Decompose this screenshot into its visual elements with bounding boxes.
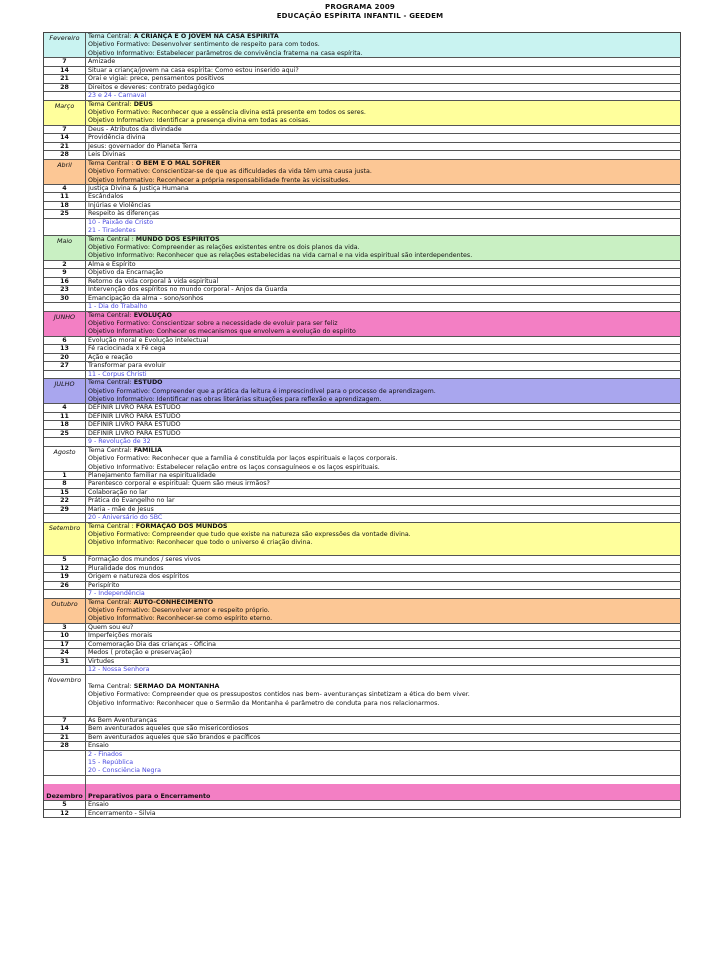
lesson-topic: Emancipação da alma - sono/sonhos bbox=[86, 295, 681, 302]
lesson-topic: Transformar para evoluir bbox=[86, 362, 681, 369]
tema-label: Tema Central: bbox=[88, 33, 134, 40]
lesson-row bbox=[44, 134, 681, 142]
lesson-topic: Pluralidade dos mundos bbox=[86, 565, 681, 572]
lesson-row bbox=[44, 202, 681, 210]
holiday-row bbox=[44, 759, 681, 767]
holiday-day-cell bbox=[44, 666, 86, 673]
lesson-topic: Ensaio bbox=[86, 742, 681, 749]
blank-cell bbox=[86, 776, 681, 784]
month-header-block bbox=[44, 379, 681, 404]
lesson-day: 9 bbox=[44, 269, 86, 276]
lesson-topic: Maria - mãe de Jesus bbox=[86, 506, 681, 513]
objetivo-formativo: Objetivo Formativo: Reconhecer que a essência divina está presente em todos os seres. bbox=[88, 108, 366, 116]
lesson-row bbox=[44, 658, 681, 666]
holiday-text: 10 - Paixão de Cristo bbox=[86, 219, 681, 227]
tema-title: O BEM E O MAL SOFRER bbox=[135, 159, 221, 167]
lesson-row bbox=[44, 582, 681, 590]
lesson-topic: Jesus: governador do Planeta Terra bbox=[86, 143, 681, 150]
objetivo-formativo: Objetivo Formativo: Compreender as relações existentes entre os dois planos da vida. bbox=[88, 244, 360, 252]
tema-label: Tema Central : bbox=[88, 522, 136, 530]
lesson-topic: Comemoração Dia das crianças - Oficina bbox=[86, 641, 681, 648]
tema-label: Tema Central: bbox=[88, 379, 134, 387]
tema-central bbox=[88, 312, 680, 320]
document-titles bbox=[0, 3, 720, 21]
tema-central bbox=[88, 683, 680, 691]
tema-title: SERMÃO DA MONTANHA bbox=[133, 682, 220, 690]
month-header-block bbox=[44, 523, 681, 557]
lesson-topic: Retorno da vida corporal à vida espiritual bbox=[86, 278, 681, 285]
lesson-day: 15 bbox=[44, 489, 86, 496]
program-subtitle: EDUCAÇÃO ESPÍRITA INFANTIL - GEEDEM bbox=[276, 12, 444, 20]
month-header-block bbox=[44, 236, 681, 261]
lesson-row bbox=[44, 480, 681, 488]
lesson-day: 29 bbox=[44, 506, 86, 513]
month-theme-cell bbox=[86, 160, 681, 184]
lesson-day: 1 bbox=[44, 472, 86, 479]
lesson-row bbox=[44, 126, 681, 134]
month-header-block bbox=[44, 33, 681, 58]
blank-cell bbox=[44, 776, 86, 784]
lesson-row bbox=[44, 506, 681, 514]
month-name: Abril bbox=[44, 160, 86, 184]
tema-central bbox=[88, 101, 680, 109]
tema-central bbox=[88, 447, 680, 455]
tema-title-text: Preparativos para o Encerramento bbox=[88, 792, 211, 800]
lesson-day: 25 bbox=[44, 430, 86, 437]
objetivo-informativo: Objetivo Informativo: Reconhecer que as relações estabelecidas na vida carnal e na vida espiritual são interdependentes. bbox=[88, 252, 473, 260]
lesson-topic: Origem e natureza dos espíritos bbox=[86, 573, 681, 580]
lesson-day: 27 bbox=[44, 362, 86, 369]
month-header-block bbox=[44, 675, 681, 717]
lesson-day: 6 bbox=[44, 337, 86, 344]
tema-title bbox=[88, 793, 680, 800]
lesson-topic: Alma e Espírito bbox=[86, 261, 681, 268]
lesson-row bbox=[44, 143, 681, 151]
holiday-row bbox=[44, 92, 681, 100]
lesson-day: 21 bbox=[44, 75, 86, 82]
objetivo-informativo: Objetivo Informativo: Reconhecer a própria responsabilidade frente às vicissitudes. bbox=[88, 176, 351, 184]
month-name: Dezembro bbox=[44, 784, 86, 800]
lesson-topic: Providência divina bbox=[86, 134, 681, 141]
lesson-day: 8 bbox=[44, 480, 86, 487]
objetivo-formativo: Objetivo Formativo: Compreender que os pressupostos contidos nas bem- aventuranças sintetizam a ética do bem viver. bbox=[88, 691, 470, 699]
lesson-row bbox=[44, 151, 681, 159]
lesson-topic: DEFINIR LIVRO PARA ESTUDO bbox=[86, 421, 681, 428]
lesson-topic: Respeito às diferenças bbox=[86, 210, 681, 217]
lesson-row bbox=[44, 632, 681, 640]
lesson-topic: Injúrias e Violências bbox=[86, 202, 681, 209]
lesson-day: 4 bbox=[44, 404, 86, 411]
lesson-day: 14 bbox=[44, 67, 86, 74]
lesson-topic: Objetivo da Encarnação bbox=[86, 269, 681, 276]
holiday-text: 21 - Tiradentes bbox=[86, 227, 681, 234]
lesson-day: 22 bbox=[44, 497, 86, 504]
lesson-topic: Orai e vigiai: prece, pensamentos positivos bbox=[86, 75, 681, 82]
tema-central bbox=[88, 523, 680, 531]
program-title: PROGRAMA 2009 bbox=[325, 3, 395, 11]
objetivo-formativo: Objetivo Formativo: Compreender que tudo que existe na natureza são expressões da vontade divina. bbox=[88, 531, 411, 539]
lesson-row bbox=[44, 404, 681, 412]
lesson-day: 18 bbox=[44, 202, 86, 209]
lesson-day: 11 bbox=[44, 193, 86, 200]
holiday-text: 2 - Finados bbox=[86, 751, 681, 759]
lesson-topic: Intervenção dos espíritos no mundo corporal - Anjos da Guarda bbox=[86, 286, 681, 293]
lesson-day: 16 bbox=[44, 278, 86, 285]
month-header-block bbox=[44, 784, 681, 801]
month-name: Agosto bbox=[44, 447, 86, 471]
lesson-topic: Evolução moral e Evolução intelectual bbox=[86, 337, 681, 344]
lesson-topic: Escândalos bbox=[86, 193, 681, 200]
lesson-row bbox=[44, 556, 681, 564]
objetivo-formativo: Objetivo Formativo: Reconhecer que a família é constituída por laços espirituais e laços corporais. bbox=[88, 455, 398, 463]
lesson-topic: Direitos e deveres: contrato pedagógico bbox=[86, 84, 681, 91]
holiday-row bbox=[44, 514, 681, 522]
holiday-row bbox=[44, 371, 681, 379]
objetivo-formativo: Objetivo Formativo: Conscientizar-se de que as dificuldades da vida têm uma causa justa. bbox=[88, 168, 372, 176]
lesson-day: 28 bbox=[44, 742, 86, 749]
lesson-day: 20 bbox=[44, 354, 86, 361]
holiday-day-cell bbox=[44, 92, 86, 99]
tema-central bbox=[88, 160, 680, 168]
holiday-text: 11 - Corpus Christi bbox=[86, 371, 681, 378]
month-theme-cell bbox=[86, 784, 681, 800]
objetivo-informativo: Objetivo Informativo: Reconhecer-se como espírito eterno. bbox=[88, 615, 273, 623]
month-header-block bbox=[44, 101, 681, 126]
holiday-row bbox=[44, 303, 681, 311]
lesson-day: 21 bbox=[44, 143, 86, 150]
lesson-row bbox=[44, 269, 681, 277]
tema-label: Tema Central: bbox=[88, 311, 134, 319]
month-name: Maio bbox=[44, 236, 86, 260]
lesson-topic: Ensaio bbox=[86, 801, 681, 808]
lesson-row bbox=[44, 193, 681, 201]
lesson-day: 28 bbox=[44, 84, 86, 91]
lesson-row bbox=[44, 624, 681, 632]
holiday-row bbox=[44, 751, 681, 759]
lesson-row bbox=[44, 497, 681, 505]
objetivo-formativo: Objetivo Formativo: Desenvolver sentimento de respeito para com todos. bbox=[88, 41, 320, 49]
objetivo-formativo: Objetivo Formativo: Conscientizar sobre a necessidade de evoluir para ser feliz bbox=[88, 320, 338, 327]
lesson-topic: DEFINIR LIVRO PARA ESTUDO bbox=[86, 404, 681, 411]
holiday-text: 20 - Aniversário do SBC bbox=[86, 514, 681, 521]
lesson-row bbox=[44, 421, 681, 429]
lesson-day: 11 bbox=[44, 413, 86, 420]
holiday-day-cell bbox=[44, 227, 86, 234]
objetivo-informativo: Objetivo Informativo: Reconhecer que o Sermão da Montanha é parâmetro de conduta para nos relacionarmos. bbox=[88, 699, 440, 707]
lesson-row bbox=[44, 801, 681, 809]
lesson-day: 5 bbox=[44, 556, 86, 563]
month-name: Novembro bbox=[44, 675, 86, 716]
lesson-day: 21 bbox=[44, 734, 86, 741]
holiday-text: 23 e 24 - Carnaval bbox=[86, 92, 681, 99]
holiday-row bbox=[44, 219, 681, 227]
lesson-topic: DEFINIR LIVRO PARA ESTUDO bbox=[86, 430, 681, 437]
lesson-day: 30 bbox=[44, 295, 86, 302]
tema-central bbox=[88, 379, 680, 387]
lesson-day: 19 bbox=[44, 573, 86, 580]
lesson-row bbox=[44, 261, 681, 269]
objetivo-formativo: Objetivo Formativo: Compreender que a prática da leitura é imprescindível para o processo de aprendizagem. bbox=[88, 387, 436, 395]
lesson-topic: Formação dos mundos / seres vivos bbox=[86, 556, 681, 563]
holiday-day-cell bbox=[44, 438, 86, 445]
objetivo-informativo: Objetivo Informativo: Estabelecer parâmetros de convivência fraterna na casa espírita. bbox=[88, 49, 363, 57]
program-table bbox=[43, 32, 681, 818]
lesson-row bbox=[44, 430, 681, 438]
lesson-day: 12 bbox=[44, 565, 86, 572]
holiday-row bbox=[44, 227, 681, 235]
lesson-topic: DEFINIR LIVRO PARA ESTUDO bbox=[86, 413, 681, 420]
objetivo-informativo: Objetivo Informativo: Conhecer os mecanismos que envolvem a evolução do espírito bbox=[88, 328, 356, 336]
holiday-text: 12 - Nossa Senhora bbox=[86, 666, 681, 673]
lesson-row bbox=[44, 345, 681, 353]
lesson-day: 17 bbox=[44, 641, 86, 648]
lesson-topic: Encerramento - Silvia bbox=[86, 810, 681, 817]
lesson-row bbox=[44, 354, 681, 362]
lesson-row bbox=[44, 67, 681, 75]
lesson-day: 12 bbox=[44, 810, 86, 817]
lesson-topic: Medos ( proteção e preservação) bbox=[86, 649, 681, 656]
lesson-day: 7 bbox=[44, 58, 86, 65]
lesson-row bbox=[44, 185, 681, 193]
lesson-topic: Leis Divinas bbox=[86, 151, 681, 158]
month-theme-cell bbox=[86, 675, 681, 716]
month-name: JUNHO bbox=[44, 312, 86, 336]
spacer-line bbox=[88, 784, 680, 792]
month-theme-cell bbox=[86, 312, 681, 336]
lesson-topic: Deus - Atributos da divindade bbox=[86, 126, 681, 133]
holiday-text: 15 - República bbox=[86, 759, 681, 767]
holiday-text: 20 - Consciência Negra bbox=[86, 767, 681, 774]
lesson-row bbox=[44, 810, 681, 818]
tema-central bbox=[88, 33, 680, 41]
holiday-day-cell bbox=[44, 514, 86, 521]
holiday-day-cell bbox=[44, 219, 86, 227]
lesson-row bbox=[44, 717, 681, 725]
month-name: Outubro bbox=[44, 599, 86, 623]
lesson-day: 31 bbox=[44, 658, 86, 665]
objetivo-informativo: Objetivo Informativo: Estabelecer relação entre os laços consaguíneos e os laços espirituais. bbox=[88, 463, 380, 471]
lesson-row bbox=[44, 725, 681, 733]
month-theme-cell bbox=[86, 379, 681, 403]
lesson-topic: Bem aventurados aqueles que são misericordiosos bbox=[86, 725, 681, 732]
lesson-topic: Prática do Evangelho no lar bbox=[86, 497, 681, 504]
tema-label: Tema Central: bbox=[88, 682, 134, 690]
tema-central bbox=[88, 599, 680, 607]
tema-title: AUTO-CONHECIMENTO bbox=[133, 598, 214, 606]
lesson-topic: Parentesco corporal e espiritual: Quem são meus irmãos? bbox=[86, 480, 681, 487]
lesson-row bbox=[44, 58, 681, 66]
lesson-row bbox=[44, 649, 681, 657]
holiday-day-cell bbox=[44, 759, 86, 767]
tema-title: A CRIANÇA E O JOVEM NA CASA ESPÍRITA bbox=[133, 33, 279, 40]
lesson-topic: Ação e reação bbox=[86, 354, 681, 361]
lesson-day: 26 bbox=[44, 582, 86, 589]
blank-row bbox=[44, 776, 681, 784]
tema-title: DEUS bbox=[133, 100, 153, 108]
lesson-topic: Situar a criança/jovem na casa espírita: Como estou inserido aqui? bbox=[86, 67, 681, 74]
tema-label: Tema Central: bbox=[88, 598, 134, 606]
lesson-day: 28 bbox=[44, 151, 86, 158]
lesson-topic: As Bem Aventuranças bbox=[86, 717, 681, 724]
month-header-block bbox=[44, 160, 681, 185]
lesson-row bbox=[44, 75, 681, 83]
lesson-row bbox=[44, 337, 681, 345]
lesson-topic: Virtudes bbox=[86, 658, 681, 665]
objetivo-formativo: Objetivo Formativo: Desenvolver amor e respeito próprio. bbox=[88, 607, 270, 615]
holiday-text: 9 - Revolução de 32 bbox=[86, 438, 681, 445]
month-theme-cell bbox=[86, 599, 681, 623]
lesson-topic: Amizade bbox=[86, 58, 681, 65]
lesson-topic: Perispírito bbox=[86, 582, 681, 589]
holiday-row bbox=[44, 438, 681, 446]
lesson-day: 3 bbox=[44, 624, 86, 631]
lesson-row bbox=[44, 286, 681, 294]
lesson-row bbox=[44, 573, 681, 581]
lesson-row bbox=[44, 210, 681, 218]
month-name: Março bbox=[44, 101, 86, 125]
lesson-topic: Justiça Divina & Justiça Humana bbox=[86, 185, 681, 192]
holiday-row bbox=[44, 590, 681, 598]
holiday-day-cell bbox=[44, 303, 86, 310]
tema-label: Tema Central : bbox=[88, 159, 136, 167]
tema-label: Tema Central : bbox=[88, 235, 136, 243]
holiday-row bbox=[44, 666, 681, 674]
tema-label: Tema Central: bbox=[88, 100, 134, 108]
lesson-topic: Quem sou eu? bbox=[86, 624, 681, 631]
month-theme-cell bbox=[86, 33, 681, 57]
lesson-topic: Bem aventurados aqueles que são brandos e pacíficos bbox=[86, 734, 681, 741]
lesson-day: 5 bbox=[44, 801, 86, 808]
objetivo-informativo: Objetivo Informativo: Identificar a presença divina em todas as coisas. bbox=[88, 117, 311, 125]
holiday-day-cell bbox=[44, 751, 86, 759]
tema-title: FAMÍLIA bbox=[133, 446, 162, 454]
lesson-day: 2 bbox=[44, 261, 86, 268]
lesson-row bbox=[44, 742, 681, 750]
month-header-block bbox=[44, 599, 681, 624]
holiday-row bbox=[44, 767, 681, 775]
holiday-day-cell bbox=[44, 590, 86, 597]
month-theme-cell bbox=[86, 101, 681, 125]
spacer-line bbox=[88, 675, 680, 683]
month-theme-cell bbox=[86, 447, 681, 471]
month-header-block bbox=[44, 312, 681, 337]
lesson-row bbox=[44, 295, 681, 303]
lesson-day: 7 bbox=[44, 126, 86, 133]
lesson-day: 7 bbox=[44, 717, 86, 724]
lesson-row bbox=[44, 489, 681, 497]
lesson-row bbox=[44, 472, 681, 480]
month-name: Setembro bbox=[44, 523, 86, 556]
tema-title: EVOLUÇÃO bbox=[133, 311, 172, 319]
month-name: Fevereiro bbox=[44, 33, 86, 57]
lesson-row bbox=[44, 84, 681, 92]
lesson-row bbox=[44, 641, 681, 649]
tema-title: FORMAÇÃO DOS MUNDOS bbox=[135, 522, 228, 530]
lesson-topic: Fé raciocinada x Fé cega bbox=[86, 345, 681, 352]
lesson-day: 13 bbox=[44, 345, 86, 352]
month-name: JULHO bbox=[44, 379, 86, 403]
tema-central bbox=[88, 236, 680, 244]
lesson-topic: Planejamento familiar na espiritualidade bbox=[86, 472, 681, 479]
month-theme-cell bbox=[86, 236, 681, 260]
lesson-row bbox=[44, 362, 681, 370]
tema-title: ESTUDO bbox=[133, 379, 163, 387]
tema-label: Tema Central: bbox=[88, 446, 134, 454]
holiday-text: 1 - Dia do Trabalho bbox=[86, 303, 681, 310]
lesson-row bbox=[44, 565, 681, 573]
lesson-row bbox=[44, 413, 681, 421]
objetivo-informativo: Objetivo Informativo: Identificar nas obras literárias situações para reflexão e aprendizagem. bbox=[88, 395, 382, 403]
lesson-row bbox=[44, 278, 681, 286]
lesson-day: 10 bbox=[44, 632, 86, 639]
holiday-day-cell bbox=[44, 371, 86, 378]
lesson-day: 14 bbox=[44, 725, 86, 732]
lesson-day: 23 bbox=[44, 286, 86, 293]
lesson-day: 14 bbox=[44, 134, 86, 141]
lesson-topic: Colaboração no lar bbox=[86, 489, 681, 496]
tema-title: MUNDO DOS ESPÍRITOS bbox=[135, 235, 220, 243]
lesson-topic: Imperfeições morais bbox=[86, 632, 681, 639]
month-theme-cell bbox=[86, 523, 681, 556]
lesson-day: 24 bbox=[44, 649, 86, 656]
holiday-text: 7 - Independência bbox=[86, 590, 681, 597]
objetivo-informativo: Objetivo Informativo: Reconhecer que todo o universo é criação divina. bbox=[88, 539, 313, 547]
lesson-day: 4 bbox=[44, 185, 86, 192]
holiday-day-cell bbox=[44, 767, 86, 774]
lesson-day: 18 bbox=[44, 421, 86, 428]
month-header-block bbox=[44, 447, 681, 472]
lesson-day: 25 bbox=[44, 210, 86, 217]
lesson-row bbox=[44, 734, 681, 742]
